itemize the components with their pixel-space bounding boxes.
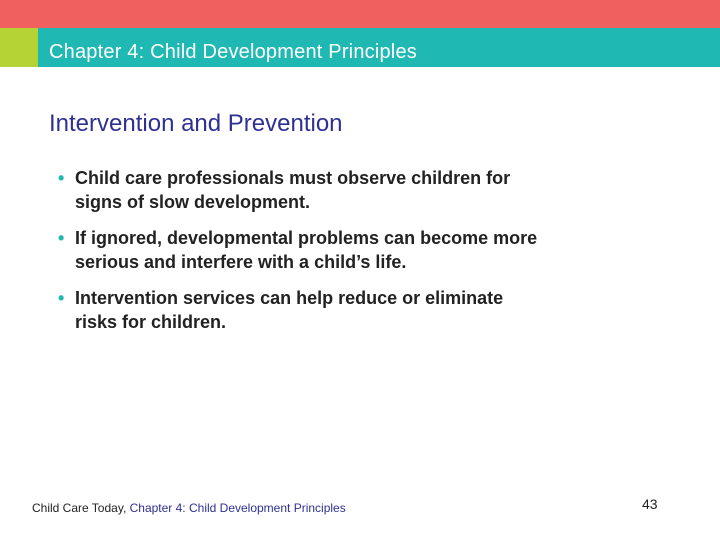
bullet-line: Child care professionals must observe children for xyxy=(75,168,511,188)
page-number: 43 xyxy=(642,496,658,512)
footer-citation xyxy=(32,501,346,516)
bullet-list xyxy=(58,166,618,346)
bullet-icon: • xyxy=(58,168,65,188)
bullet-icon: • xyxy=(58,288,65,308)
bullet-item xyxy=(58,226,618,274)
bullet-icon: • xyxy=(58,228,65,248)
bullet-item xyxy=(58,166,618,214)
bullet-line: signs of slow development. xyxy=(75,192,311,212)
bullet-line: risks for children. xyxy=(75,312,227,332)
bullet-line: Intervention services can help reduce or eliminate xyxy=(75,288,504,308)
accent-block xyxy=(0,28,38,67)
bullet-item xyxy=(58,286,618,334)
top-color-bar xyxy=(0,0,720,28)
chapter-title: Chapter 4: Child Development Principles xyxy=(49,41,417,63)
footer-book-title: Child Care Today, xyxy=(32,501,130,515)
bullet-line: If ignored, developmental problems can become more xyxy=(75,228,538,248)
footer-chapter: Chapter 4: Child Development Principles xyxy=(129,501,346,515)
bullet-line: serious and interfere with a child’s life. xyxy=(75,252,407,272)
slide-heading: Intervention and Prevention xyxy=(49,110,343,137)
